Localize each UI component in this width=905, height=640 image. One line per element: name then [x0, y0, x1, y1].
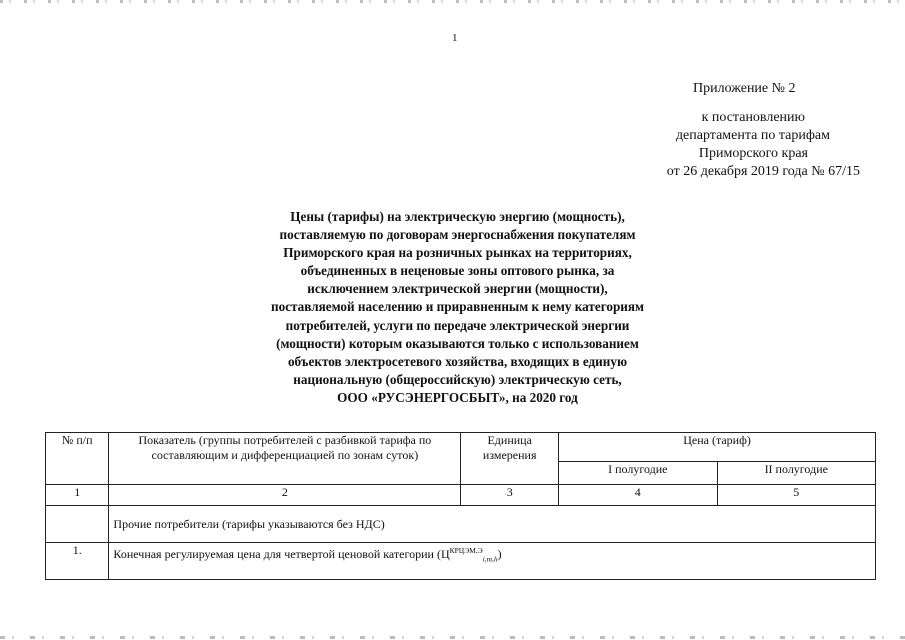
- row-group-label: Прочие потребители (тарифы указываются без НДС): [109, 506, 876, 543]
- row-indicator-close: ): [497, 547, 502, 561]
- header-num: № п/п: [46, 433, 109, 485]
- document-heading: [220, 208, 695, 407]
- appendix-title: Приложение № 2: [693, 81, 796, 96]
- price-symbol-superscript: КРЦЭМ,Э: [449, 546, 483, 555]
- column-number: 4: [559, 485, 717, 506]
- appendix-line-4: от 26 декабря 2019 года № 67/15: [666, 164, 860, 179]
- heading-line: поставляемую по договорам энергоснабжения покупателям: [279, 227, 636, 243]
- heading-line: ООО «РУСЭНЕРГОСБЫТ», на 2020 год: [337, 389, 578, 405]
- appendix-block: [600, 80, 860, 181]
- appendix-line-1: к постановлению: [701, 110, 805, 125]
- price-symbol-subscript: i,m,h: [482, 554, 498, 564]
- appendix-line-2: департамента по тарифам: [675, 128, 830, 143]
- row-indicator-cell: [109, 543, 876, 580]
- table-row: [46, 543, 876, 580]
- page-number: 1: [452, 32, 458, 44]
- scan-edge-bottom: [0, 636, 905, 639]
- heading-line: поставляемой населению и приравненным к нему категориям: [271, 299, 644, 315]
- header-price: Цена (тариф): [559, 433, 876, 462]
- heading-line: (мощности) которым оказываются только с использованием: [276, 335, 639, 351]
- header-unit: Единица измерения: [461, 433, 559, 485]
- column-number: 3: [461, 485, 559, 506]
- heading-line: исключением электрической энергии (мощности),: [307, 281, 608, 297]
- header-indicator: Показатель (группы потребителей с разбивкой тарифа по составляющим и дифференциацией по зонам суток): [109, 433, 461, 485]
- heading-line: Цены (тарифы) на электрическую энергию (мощность),: [290, 209, 625, 224]
- scan-edge-top: [0, 0, 905, 3]
- column-number: 5: [717, 485, 875, 506]
- column-number: 1: [46, 485, 109, 506]
- heading-line: национальную (общероссийскую) электрическую сеть,: [293, 371, 622, 387]
- tariff-table: [45, 432, 876, 580]
- heading-line: потребителей, услуги по передаче электрической энергии: [285, 317, 630, 333]
- heading-line: объектов электросетевого хозяйства, входящих в единую: [287, 353, 628, 369]
- heading-line: объединенных в неценовые зоны оптового рынка, за: [300, 263, 615, 279]
- column-number: 2: [109, 485, 461, 506]
- price-symbol: [440, 546, 498, 564]
- table-row: [46, 506, 876, 543]
- appendix-line-3: Приморского края: [698, 146, 808, 161]
- header-half-2: II полугодие: [717, 462, 875, 485]
- column-number-row: [46, 485, 876, 506]
- row-num-cell: 1.: [46, 543, 109, 580]
- row-indicator-text: Конечная регулируемая цена для четвертой ценовой категории (: [113, 547, 441, 561]
- header-half-1: I полугодие: [559, 462, 717, 485]
- row-num-cell: [46, 506, 109, 543]
- price-symbol-letter: Ц: [440, 547, 450, 561]
- heading-line: Приморского края на розничных рынках на территориях,: [283, 245, 632, 261]
